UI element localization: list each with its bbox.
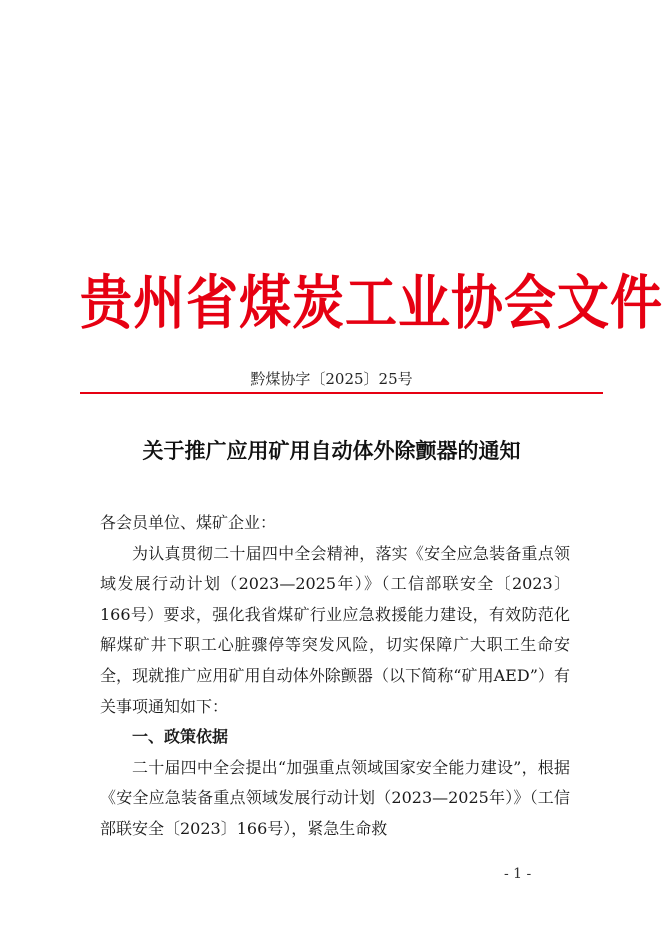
salutation: 各会员单位、煤矿企业： [100,513,277,532]
page-number: - 1 - [504,866,532,882]
notice-title: 关于推广应用矿用自动体外除颤器的通知 [142,438,521,463]
document-body [100,508,570,845]
organization-title: 贵州省煤炭工业协会文件 [80,270,663,338]
document-number: 黔煤协字〔2025〕25号 [250,370,413,388]
body-paragraph: 为认真贯彻二十届四中全会精神，落实《安全应急装备重点领域发展行动计划（2023—2025年）》（工信部联安全〔2023〕166号）要求，强化我省煤矿行业应急救援能力建设，有效防范化解煤矿井下职工心脏骤停等突发风险，切实保障广大职工生命安全，现就推广应用矿用自动体外除颤器（以下简称“矿用AED”）有关事项通知如下： [100,543,570,716]
red-divider-line [80,392,603,394]
body-paragraph: 二十届四中全会提出“加强重点领域国家安全能力建设”，根据《安全应急装备重点领域发展行动计划（2023—2025年）》（工信部联安全〔2023〕166号），紧急生命救 [100,757,570,838]
section-heading: 一、政策依据 [132,727,229,747]
